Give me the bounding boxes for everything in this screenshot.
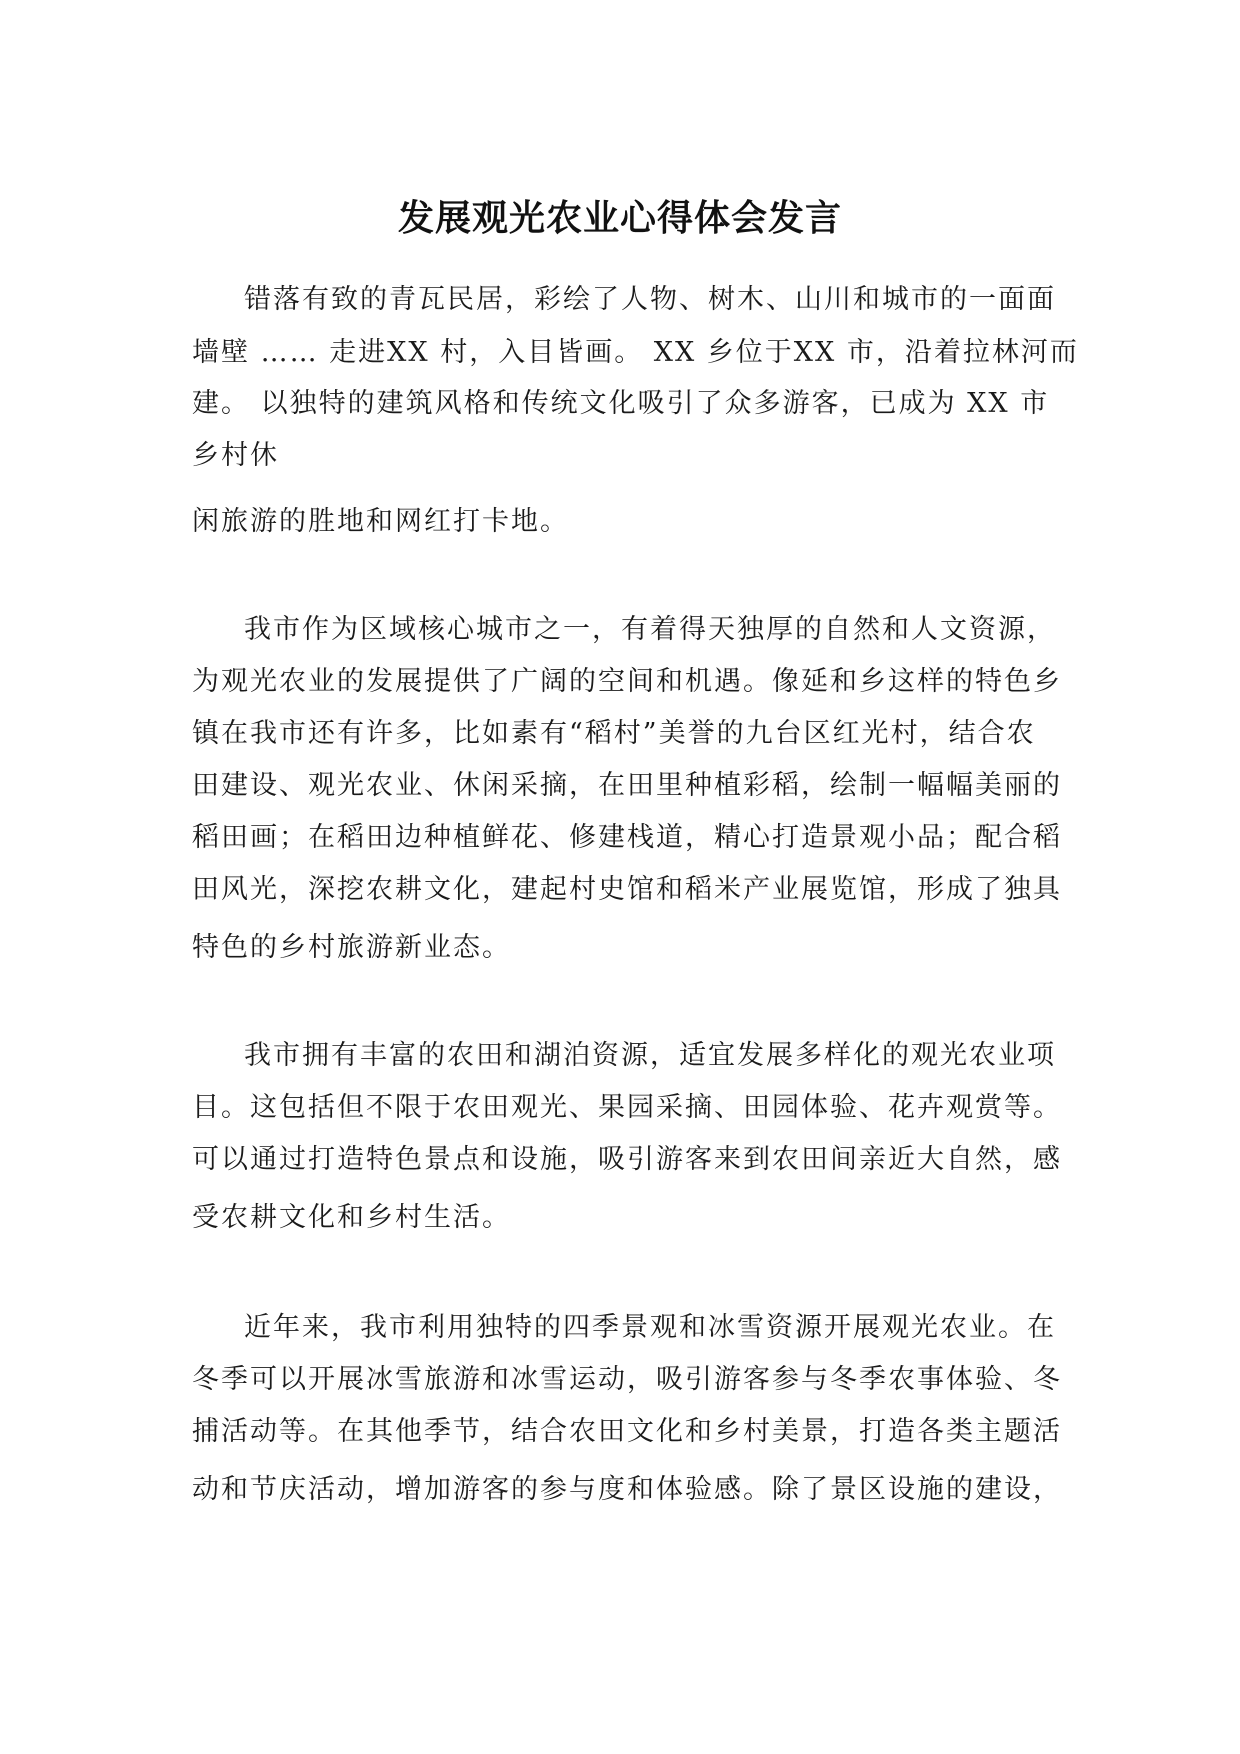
paragraph-3-line-2: 目。这包括但不限于农田观光、果园采摘、田园体验、花卉观赏等。 <box>192 1092 1062 1123</box>
paragraph-3-line-4: 受农耕文化和乡村生活。 <box>192 1202 511 1233</box>
paragraph-2-line-5: 稻田画；在稻田边种植鲜花、修建栈道，精心打造景观小品；配合稻 <box>192 822 1062 853</box>
paragraph-3-line-1: 我市拥有丰富的农田和湖泊资源，适宜发展多样化的观光农业项 <box>244 1040 1056 1071</box>
paragraph-3-line-3: 可以通过打造特色景点和设施，吸引游客来到农田间亲近大自然，感 <box>192 1144 1062 1175</box>
paragraph-2-line-7: 特色的乡村旅游新业态。 <box>192 932 511 963</box>
paragraph-2-line-3: 镇在我市还有许多，比如素有“稻村”美誉的九台区红光村，结合农 <box>192 718 1036 749</box>
paragraph-4-line-3: 捕活动等。在其他季节，结合农田文化和乡村美景，打造各类主题活 <box>192 1416 1062 1447</box>
paragraph-1-line-3: 建。 以独特的建筑风格和传统文化吸引了众多游客，已成为 XX 市 <box>192 388 1050 419</box>
paragraph-4-line-1: 近年来，我市利用独特的四季景观和冰雪资源开展观光农业。在 <box>244 1312 1056 1343</box>
paragraph-1-line-4: 乡村休 <box>192 440 279 471</box>
paragraph-1-line-5: 闲旅游的胜地和网红打卡地。 <box>192 506 569 537</box>
paragraph-1-line-1: 错落有致的青瓦民居，彩绘了人物、树木、山川和城市的一面面 <box>244 284 1056 315</box>
paragraph-4-line-4: 动和节庆活动，增加游客的参与度和体验感。除了景区设施的建设， <box>192 1474 1062 1505</box>
paragraph-4-line-2: 冬季可以开展冰雪旅游和冰雪运动，吸引游客参与冬季农事体验、冬 <box>192 1364 1062 1395</box>
paragraph-1-line-2: 墙壁 …… 走进XX 村，入目皆画。 XX 乡位于XX 市，沿着拉林河而 <box>192 337 1079 368</box>
page-title: 发展观光农业心得体会发言 <box>397 198 842 239</box>
paragraph-2-line-6: 田风光，深挖农耕文化，建起村史馆和稻米产业展览馆，形成了独具 <box>192 874 1062 905</box>
paragraph-2-line-2: 为观光农业的发展提供了广阔的空间和机遇。像延和乡这样的特色乡 <box>192 666 1062 697</box>
paragraph-2-line-1: 我市作为区域核心城市之一，有着得天独厚的自然和人文资源， <box>244 614 1056 645</box>
paragraph-2-line-4: 田建设、观光农业、休闲采摘，在田里种植彩稻，绘制一幅幅美丽的 <box>192 770 1062 801</box>
